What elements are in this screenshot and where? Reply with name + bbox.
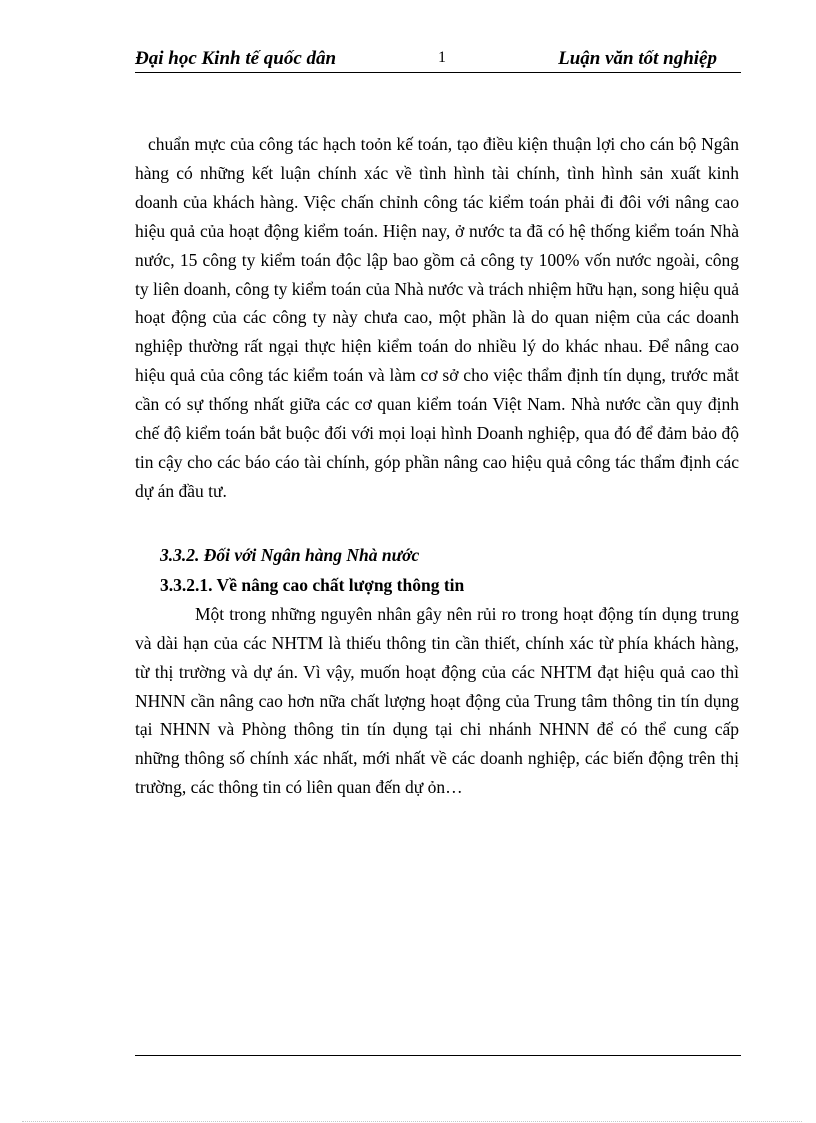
footer-divider (135, 1055, 741, 1056)
header-thesis-title: Luận văn tốt nghiệp (558, 48, 717, 69)
section-heading-332: 3.3.2. Đối với Ngân hàng Nhà nước (160, 544, 420, 565)
subsection-heading-3321: 3.3.2.1. Về nâng cao chất lượng thông tin (160, 574, 465, 595)
page-bottom-edge (22, 1121, 802, 1122)
header-university: Đại học Kinh tế quốc dân (135, 48, 337, 69)
page-content (135, 130, 739, 802)
body-paragraph-information: Một trong những nguyên nhân gây nên rủi ro trong hoạt động tín dụng trung và dài hạn của các NHTM là thiếu thông tin cần thiết, chính xác từ phía khách hàng, từ thị trường và dự án. Vì vậy, muốn hoạt động của các NHTM đạt hiệu quả cao thì NHNN cần nâng cao hơn nữa chất lượng hoạt động của Trung tâm thông tin tín dụng tại NHNN và Phòng thông tin tín dụng tại chi nhánh NHNN để có thể cung cấp những thông số chính xác nhất, mới nhất về các doanh nghiệp, các biến động trên thị trường, các thông tin có liên quan đến dự ỏn… (135, 603, 739, 798)
page-header (135, 48, 741, 73)
body-paragraph-audit: chuẩn mực của công tác hạch toỏn kế toán, tạo điều kiện thuận lợi cho cán bộ Ngân hàng có những kết luận chính xác về tình hình tài chính, tình hình sản xuất kinh doanh của khách hàng. Việc chấn chỉnh công tác kiểm toán phải đi đôi với nâng cao hiệu quả của hoạt động kiểm toán. Hiện nay, ở nước ta đã có hệ thống kiểm toán Nhà nước, 15 công ty kiểm toán độc lập bao gồm cả công ty 100% vốn nước ngoài, công ty liên doanh, công ty kiểm toán của Nhà nước và trách nhiệm hữu hạn, song hiệu quả hoạt động của các công ty này chưa cao, một phần là do quan niệm của các doanh nghiệp thường rất ngại thực hiện kiểm toán do nhiều lý do khác nhau. Để nâng cao hiệu quả của công tác kiểm toán và làm cơ sở cho việc thẩm định tín dụng, trước mắt cần có sự thống nhất giữa các cơ quan kiểm toán Việt Nam. Nhà nước cần quy định chế độ kiểm toán bắt buộc đối với mọi loại hình Doanh nghiệp, qua đó để đảm bảo độ tin cậy cho các báo cáo tài chính, góp phần nâng cao hiệu quả công tác thẩm định các dự án đầu tư. (135, 134, 739, 501)
page-number: 1 (438, 49, 446, 66)
